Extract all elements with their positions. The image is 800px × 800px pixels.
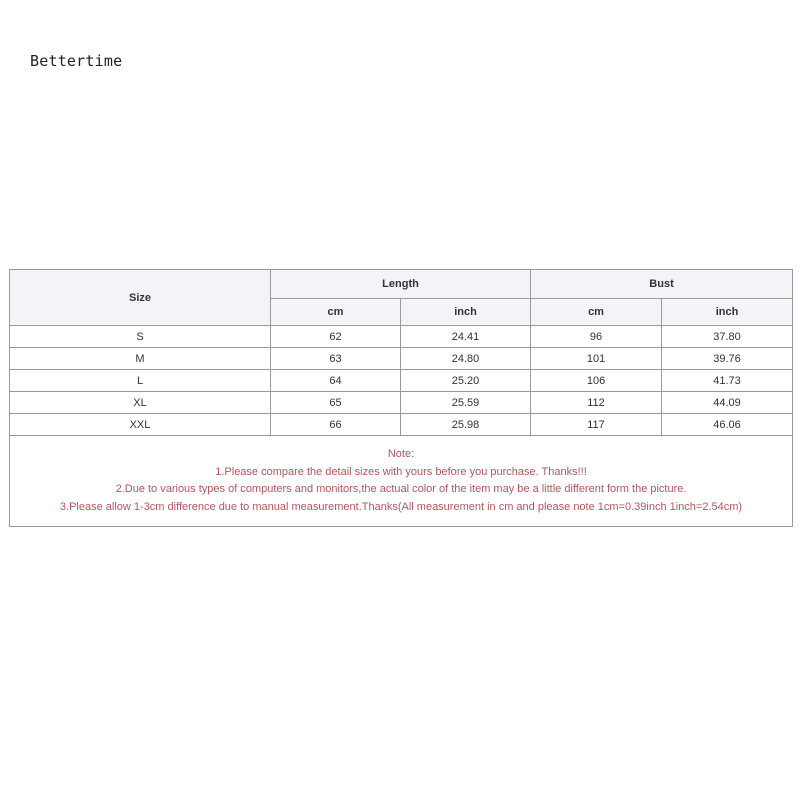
- size-cell: XL: [10, 392, 271, 414]
- table-row: [10, 326, 793, 348]
- bust-inch-header: inch: [662, 299, 793, 326]
- size-cell: S: [10, 326, 271, 348]
- bust-header: Bust: [531, 270, 793, 299]
- size-header: Size: [10, 270, 271, 326]
- length-inch-header: inch: [401, 299, 531, 326]
- length-cm-cell: 63: [271, 348, 401, 370]
- bust-inch-cell: 44.09: [662, 392, 793, 414]
- note-line-1: 1.Please compare the detail sizes with yours before you purchase. Thanks!!!: [215, 465, 587, 478]
- bust-inch-cell: 37.80: [662, 326, 793, 348]
- bust-cm-cell: 101: [531, 348, 662, 370]
- length-inch-cell: 25.98: [401, 414, 531, 436]
- table-row: [10, 348, 793, 370]
- length-cm-cell: 66: [271, 414, 401, 436]
- brand-watermark: Bettertime: [30, 52, 123, 70]
- bust-inch-cell: 46.06: [662, 414, 793, 436]
- note-title: Note:: [387, 448, 415, 460]
- size-cell: L: [10, 370, 271, 392]
- note-line-2: 2.Due to various types of computers and monitors,the actual color of the item may be a little different form the picture.: [115, 483, 687, 495]
- table-row: [10, 392, 793, 414]
- length-inch-cell: 25.59: [401, 392, 531, 414]
- bust-inch-cell: 39.76: [662, 348, 793, 370]
- bust-cm-cell: 117: [531, 414, 662, 436]
- table-header-row: [10, 270, 793, 299]
- length-cm-cell: 62: [271, 326, 401, 348]
- note-cell: [10, 436, 793, 527]
- note-row: [10, 436, 793, 527]
- size-chart-table: [9, 269, 793, 527]
- note-line-3: 3.Please allow 1-3cm difference due to manual measurement.Thanks(All measurement in cm and please note 1cm=0.39inch 1inch=2.54cm): [59, 500, 743, 513]
- size-cell: XXL: [10, 414, 271, 436]
- length-cm-header: cm: [271, 299, 401, 326]
- bust-cm-cell: 106: [531, 370, 662, 392]
- length-header: Length: [271, 270, 531, 299]
- length-cm-cell: 65: [271, 392, 401, 414]
- bust-cm-cell: 96: [531, 326, 662, 348]
- length-inch-cell: 24.41: [401, 326, 531, 348]
- length-inch-cell: 25.20: [401, 370, 531, 392]
- bust-cm-header: cm: [531, 299, 662, 326]
- length-inch-cell: 24.80: [401, 348, 531, 370]
- table-row: [10, 370, 793, 392]
- length-cm-cell: 64: [271, 370, 401, 392]
- table-row: [10, 414, 793, 436]
- size-cell: M: [10, 348, 271, 370]
- bust-cm-cell: 112: [531, 392, 662, 414]
- bust-inch-cell: 41.73: [662, 370, 793, 392]
